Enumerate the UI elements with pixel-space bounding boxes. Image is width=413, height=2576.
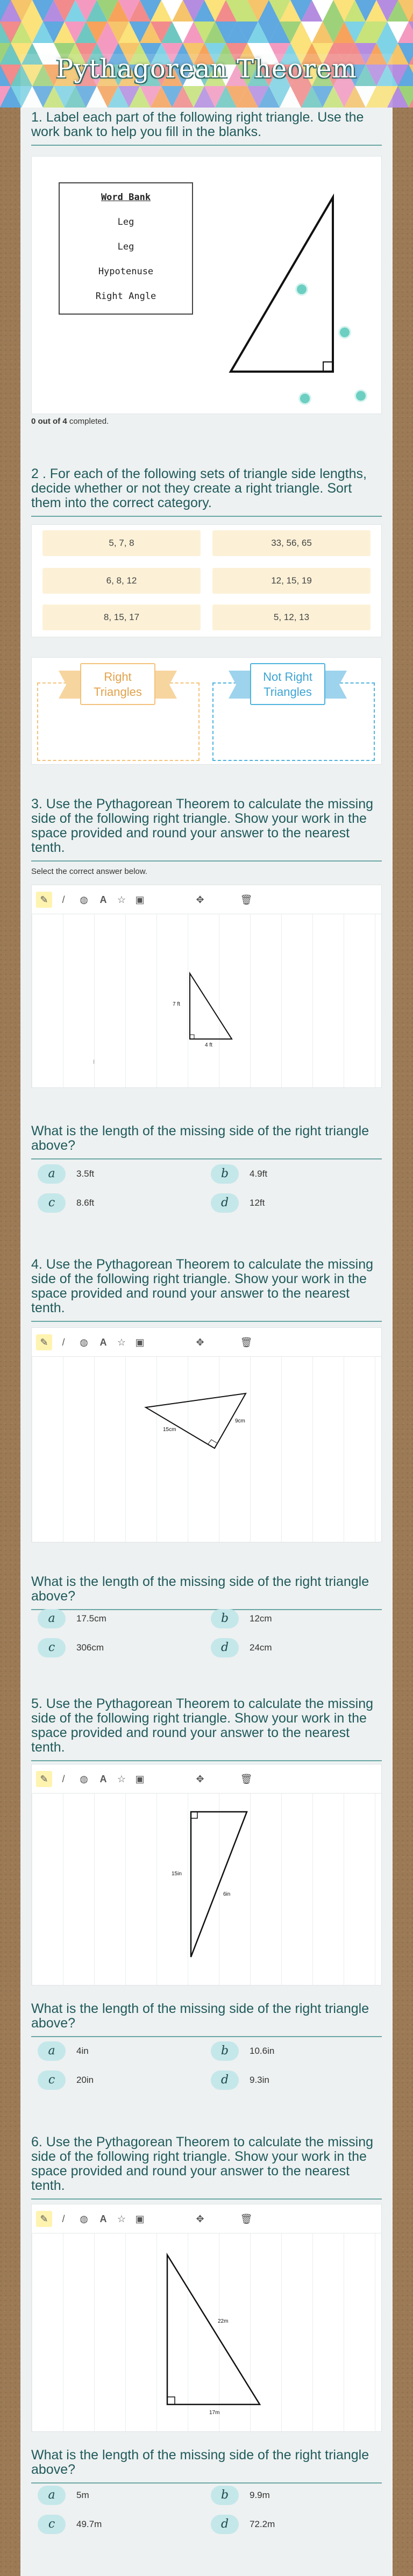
drawing-toolbar <box>32 1764 381 1794</box>
option-letter: c <box>38 2515 66 2534</box>
option-letter: c <box>38 2070 66 2090</box>
move-icon[interactable]: ✥ <box>196 1774 204 1784</box>
option-letter: c <box>38 1193 66 1213</box>
side-label-4ft: 4 ft <box>205 1042 212 1048</box>
drawing-area[interactable] <box>32 1357 381 1542</box>
option-letter: d <box>211 2070 239 2090</box>
side-label-17m: 17m <box>209 2410 220 2416</box>
sort-chip[interactable]: 8, 15, 17 <box>42 604 201 630</box>
star-icon[interactable]: ☆ <box>117 1337 126 1348</box>
image-icon[interactable]: ▣ <box>135 1774 145 1784</box>
option-value: 17.5cm <box>76 1613 106 1624</box>
option-value: 24cm <box>250 1642 272 1653</box>
option-letter: d <box>211 2515 239 2534</box>
color-icon[interactable]: ◍ <box>80 894 88 905</box>
drawing-area[interactable] <box>32 1794 381 1985</box>
trash-icon[interactable]: 🗑 <box>240 2214 253 2224</box>
side-label-6in: 6in <box>223 1891 231 1897</box>
option-value: 20in <box>76 2075 94 2085</box>
word-bank-title: Word Bank <box>101 192 151 203</box>
mc-question-6-text: What is the length of the missing side of the right triangle above? <box>31 2448 382 2484</box>
move-icon[interactable]: ✥ <box>196 894 204 905</box>
option-value: 306cm <box>76 1642 104 1653</box>
option-letter: b <box>211 1164 239 1184</box>
question-1 <box>31 110 382 146</box>
word-bank <box>59 182 193 315</box>
color-icon[interactable]: ◍ <box>80 1774 88 1784</box>
label-diagram-card <box>31 156 382 414</box>
question-2 <box>31 467 382 517</box>
answer-option-d[interactable] <box>211 1638 372 1657</box>
mc-question-4-text: What is the length of the missing side of the right triangle above? <box>31 1575 382 1610</box>
pencil-icon[interactable]: ✎ <box>36 1771 52 1787</box>
sort-chip[interactable]: 5, 7, 8 <box>42 530 201 556</box>
not-right-triangles-label: Not Right Triangles <box>250 663 325 705</box>
answer-instruction: Select the correct answer below. <box>31 867 147 876</box>
question-6 <box>31 2135 382 2200</box>
question-3 <box>31 797 382 862</box>
option-letter: b <box>211 1609 239 1628</box>
answer-option-b[interactable] <box>211 1164 372 1184</box>
word-bank-item[interactable]: Hypotenuse <box>98 266 154 277</box>
hypotenuse-drop-target[interactable] <box>295 283 308 296</box>
marker-icon[interactable]: / <box>62 894 65 905</box>
sort-chips-card <box>31 524 382 637</box>
sort-chip[interactable]: 5, 12, 13 <box>212 604 371 630</box>
answer-option-d[interactable] <box>211 1193 372 1213</box>
mc-question-5 <box>31 2002 382 2037</box>
star-icon[interactable]: ☆ <box>117 2214 126 2224</box>
option-letter: a <box>38 2486 66 2505</box>
triangle-diagram-q6 <box>32 2233 382 2431</box>
trash-icon[interactable]: 🗑 <box>240 1337 253 1348</box>
marker-icon[interactable]: / <box>62 1774 65 1784</box>
option-value: 9.3in <box>250 2075 269 2085</box>
option-letter: a <box>38 1609 66 1628</box>
option-value: 12cm <box>250 1613 272 1624</box>
side-label-9cm: 9cm <box>235 1418 245 1424</box>
drawing-toolbar <box>32 2204 381 2233</box>
question-4 <box>31 1257 382 1322</box>
star-icon[interactable]: ☆ <box>117 894 126 905</box>
question-5 <box>31 1697 382 1761</box>
answer-option-a[interactable] <box>38 2486 199 2505</box>
text-icon[interactable]: A <box>99 1337 107 1348</box>
drawing-area[interactable] <box>32 2233 381 2431</box>
horizontal-leg-drop-target[interactable] <box>298 392 311 405</box>
drawing-canvas-q4 <box>31 1327 382 1542</box>
pencil-icon[interactable]: ✎ <box>36 2211 52 2227</box>
vertical-leg-drop-target[interactable] <box>338 326 351 339</box>
text-icon[interactable]: A <box>99 2214 107 2224</box>
question-6-prompt: 6. Use the Pythagorean Theorem to calculate the missing side of the following right triangle. Show your work in the space provided and round your answer to the nearest tenth. <box>31 2135 382 2200</box>
question-3-prompt: 3. Use the Pythagorean Theorem to calculate the missing side of the following right triangle. Show your work in the space provided and round your answer to the nearest tenth. <box>31 797 382 862</box>
right-triangles-ribbon <box>59 663 177 705</box>
option-letter: a <box>38 2041 66 2061</box>
marker-icon[interactable]: / <box>62 1337 65 1348</box>
option-value: 49.7m <box>76 2519 102 2529</box>
question-2-prompt: 2 . For each of the following sets of triangle side lengths, decide whether or not they create a right triangle. Sort them into the correct category. <box>31 467 382 517</box>
completed-status <box>31 417 382 426</box>
option-value: 4in <box>76 2046 89 2056</box>
text-icon[interactable]: A <box>99 1774 107 1784</box>
title-wrap <box>0 54 413 84</box>
option-value: 5m <box>76 2490 89 2500</box>
color-icon[interactable]: ◍ <box>80 1337 88 1348</box>
option-value: 9.9m <box>250 2490 270 2500</box>
drawing-toolbar <box>32 885 381 914</box>
option-letter: a <box>38 1164 66 1184</box>
answer-option-c[interactable] <box>38 1638 199 1657</box>
page-title: Pythagorean Theorem <box>55 54 358 84</box>
image-icon[interactable]: ▣ <box>135 2214 145 2224</box>
option-value: 10.6in <box>250 2046 275 2056</box>
drawing-canvas-q6 <box>31 2204 382 2432</box>
option-value: 72.2m <box>250 2519 275 2529</box>
color-icon[interactable]: ◍ <box>80 2214 88 2224</box>
mc-question-3 <box>31 1124 382 1159</box>
answer-option-b[interactable] <box>211 2486 372 2505</box>
move-icon[interactable]: ✥ <box>196 1337 204 1348</box>
completed-suffix: completed. <box>67 417 109 426</box>
answer-option-d[interactable] <box>211 2070 372 2090</box>
option-letter: d <box>211 1193 239 1213</box>
right-angle-drop-target[interactable] <box>354 389 367 402</box>
trash-icon[interactable]: 🗑 <box>240 894 253 905</box>
drawing-area[interactable] <box>32 914 381 1087</box>
mc-question-5-text: What is the length of the missing side of the right triangle above? <box>31 2002 382 2037</box>
question-5-prompt: 5. Use the Pythagorean Theorem to calculate the missing side of the following right triangle. Show your work in the space provided and round your answer to the nearest tenth. <box>31 1697 382 1761</box>
answer-option-a[interactable] <box>38 1164 199 1184</box>
drawing-canvas-q3 <box>31 885 382 1088</box>
triangle-diagram-q4 <box>32 1357 382 1542</box>
pencil-icon[interactable]: ✎ <box>36 1334 52 1350</box>
word-bank-item[interactable]: Leg <box>117 217 134 227</box>
answer-option-b[interactable] <box>211 2041 372 2061</box>
answer-option-b[interactable] <box>211 1609 372 1628</box>
pencil-icon[interactable]: ✎ <box>36 892 52 908</box>
answer-option-d[interactable] <box>211 2515 372 2534</box>
question-1-prompt: 1. Label each part of the following right triangle. Use the work bank to help you fill in the blanks. <box>31 110 382 146</box>
option-letter: b <box>211 2486 239 2505</box>
question-4-prompt: 4. Use the Pythagorean Theorem to calculate the missing side of the following right triangle. Show your work in the space provided and round your answer to the nearest tenth. <box>31 1257 382 1322</box>
move-icon[interactable]: ✥ <box>196 2214 204 2224</box>
answer-option-c[interactable] <box>38 1193 199 1213</box>
option-value: 4.9ft <box>250 1169 268 1179</box>
option-letter: d <box>211 1638 239 1657</box>
option-letter: c <box>38 1638 66 1657</box>
triangle-diagram-q3 <box>32 914 382 1087</box>
completed-count: 0 out of 4 <box>31 417 67 426</box>
mc-question-4 <box>31 1575 382 1610</box>
side-label-22m: 22m <box>218 2318 229 2324</box>
right-angle-marker <box>323 362 333 372</box>
answer-option-c[interactable] <box>38 2515 199 2534</box>
mc-question-3-text: What is the length of the missing side of the right triangle above? <box>31 1124 382 1159</box>
answer-option-c[interactable] <box>38 2070 199 2090</box>
marker-icon[interactable]: / <box>62 2214 65 2224</box>
answer-option-a[interactable] <box>38 2041 199 2061</box>
side-label-15cm: 15cm <box>163 1427 176 1433</box>
right-triangles-label: Right Triangles <box>80 663 155 705</box>
sort-categories-card <box>31 657 382 765</box>
option-value: 8.6ft <box>76 1198 95 1208</box>
option-letter: b <box>211 2041 239 2061</box>
image-icon[interactable]: ▣ <box>135 1337 145 1348</box>
word-bank-item[interactable]: Leg <box>117 241 134 252</box>
sort-chip[interactable]: 33, 56, 65 <box>212 530 371 556</box>
drawing-canvas-q5 <box>31 1764 382 1986</box>
star-icon[interactable]: ☆ <box>117 1774 126 1784</box>
side-label-15in: 15in <box>172 1871 182 1877</box>
answer-option-a[interactable] <box>38 1609 199 1628</box>
side-label-7ft: 7 ft <box>173 1001 180 1007</box>
not-right-triangles-ribbon <box>229 663 347 705</box>
option-value: 12ft <box>250 1198 265 1208</box>
triangle-shape <box>231 197 333 372</box>
text-icon[interactable]: A <box>99 894 107 905</box>
triangle-diagram-q5 <box>32 1794 382 1985</box>
right-triangle-diagram <box>209 189 349 404</box>
drawing-toolbar <box>32 1328 381 1357</box>
mc-question-6 <box>31 2448 382 2484</box>
cursor-mark: I <box>93 1059 95 1065</box>
trash-icon[interactable]: 🗑 <box>240 1774 253 1784</box>
sort-chip[interactable]: 6, 8, 12 <box>42 568 201 594</box>
image-icon[interactable]: ▣ <box>135 894 145 905</box>
sort-chip[interactable]: 12, 15, 19 <box>212 568 371 594</box>
option-value: 3.5ft <box>76 1169 95 1179</box>
word-bank-item[interactable]: Right Angle <box>95 291 156 302</box>
